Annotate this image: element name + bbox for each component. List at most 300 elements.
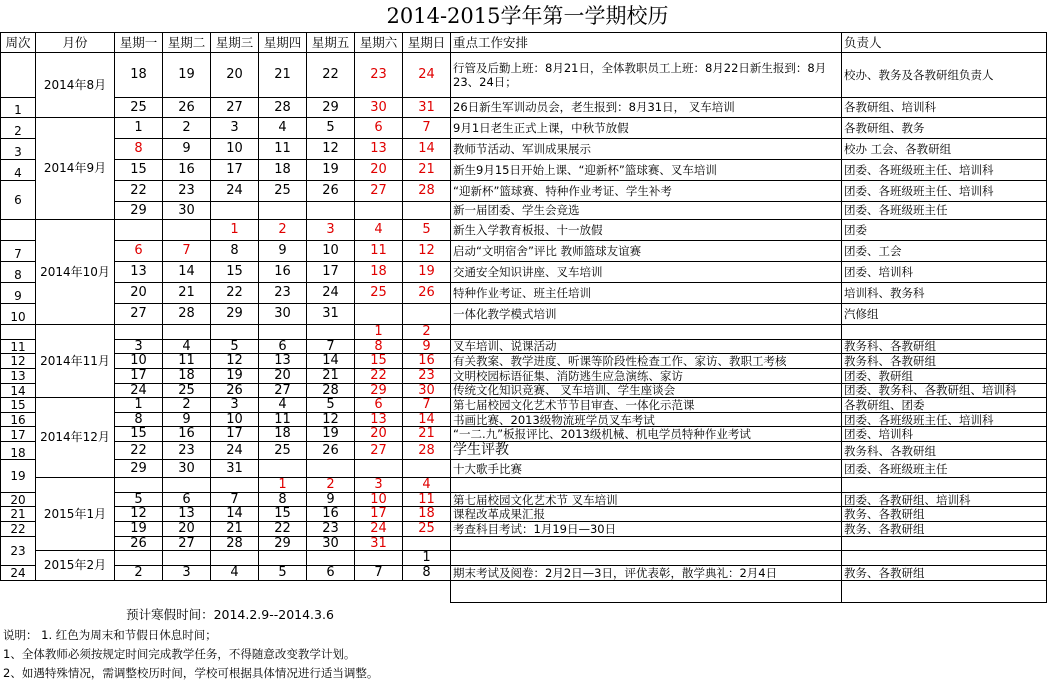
day-cell: 18 — [355, 262, 403, 283]
month-label: 2014年12月 — [36, 398, 115, 478]
day-cell: 5 — [115, 492, 163, 507]
day-cell: 26 — [163, 98, 211, 118]
day-cell: 22 — [211, 283, 259, 304]
week-number: 4 — [1, 160, 36, 181]
header-cell: 星期日 — [403, 33, 451, 53]
day-cell — [163, 325, 211, 340]
day-cell: 21 — [307, 368, 355, 383]
day-cell: 23 — [163, 181, 211, 202]
day-cell — [403, 304, 451, 325]
day-cell — [115, 220, 163, 241]
day-cell: 1 — [259, 478, 307, 493]
day-cell: 21 — [163, 283, 211, 304]
day-cell — [115, 478, 163, 493]
week-number: 18 — [1, 442, 36, 460]
responsible-cell: 团委、各班级班主任、培训科 — [842, 412, 1047, 427]
note-line: 2、如遇特殊情况，需调整校历时间，学校可根据具体情况进行适当调整。 — [3, 666, 379, 680]
day-cell: 29 — [259, 536, 307, 551]
day-cell: 5 — [259, 565, 307, 580]
task-cell: 叉车培训、说课活动 — [451, 339, 842, 354]
calendar-row — [1, 460, 1047, 478]
responsible-cell: 团委、工会 — [842, 241, 1047, 262]
vacation-note: 预计寒假时间：2014.2.9--2014.3.6 — [126, 607, 334, 622]
day-cell: 23 — [355, 53, 403, 98]
day-cell: 7 — [403, 118, 451, 139]
calendar-row — [1, 118, 1047, 139]
day-cell: 18 — [259, 427, 307, 442]
day-cell: 21 — [403, 427, 451, 442]
task-cell: 行管及后勤上班：8月21日，全体教职员工上班：8月22日新生报到：8月23、24日； — [451, 53, 842, 98]
day-cell: 6 — [163, 492, 211, 507]
day-cell: 24 — [211, 442, 259, 460]
day-cell: 20 — [259, 368, 307, 383]
header-cell: 重点工作安排 — [451, 33, 842, 53]
day-cell: 8 — [355, 339, 403, 354]
week-number: 23 — [1, 536, 36, 565]
week-number: 24 — [1, 565, 36, 580]
day-cell: 27 — [355, 181, 403, 202]
day-cell: 12 — [211, 354, 259, 369]
day-cell: 20 — [115, 283, 163, 304]
day-cell: 19 — [307, 427, 355, 442]
task-cell: 新一届团委、学生会竞选 — [451, 202, 842, 220]
day-cell: 10 — [211, 139, 259, 160]
day-cell: 10 — [211, 412, 259, 427]
task-cell: 书画比赛、2013级物流班学员叉车考试 — [451, 412, 842, 427]
day-cell: 5 — [211, 339, 259, 354]
calendar-row — [1, 507, 1047, 522]
task-cell: 特种作业考证、班主任培训 — [451, 283, 842, 304]
day-cell: 5 — [403, 220, 451, 241]
day-cell: 31 — [403, 98, 451, 118]
day-cell: 18 — [163, 368, 211, 383]
day-cell: 23 — [259, 283, 307, 304]
calendar-row — [1, 139, 1047, 160]
day-cell — [211, 478, 259, 493]
task-cell: 考查科目考试：1月19日—30日 — [451, 522, 842, 537]
day-cell: 3 — [355, 478, 403, 493]
day-cell: 24 — [355, 522, 403, 537]
day-cell: 6 — [355, 398, 403, 413]
week-number — [1, 220, 36, 241]
day-cell: 26 — [403, 283, 451, 304]
responsible-cell — [842, 325, 1047, 340]
day-cell: 3 — [307, 220, 355, 241]
day-cell: 10 — [355, 492, 403, 507]
day-cell: 1 — [355, 325, 403, 340]
day-cell — [355, 202, 403, 220]
day-cell — [259, 202, 307, 220]
calendar-row — [1, 354, 1047, 369]
week-number: 17 — [1, 427, 36, 442]
week-number: 2 — [1, 118, 36, 139]
day-cell — [355, 460, 403, 478]
day-cell: 25 — [115, 98, 163, 118]
day-cell: 16 — [259, 262, 307, 283]
blank-cell — [842, 580, 1047, 602]
task-cell: 26日新生军训动员会，老生报到：8月31日， 叉车培训 — [451, 98, 842, 118]
day-cell: 28 — [403, 442, 451, 460]
task-cell: 教师节活动、军训成果展示 — [451, 139, 842, 160]
day-cell: 9 — [307, 492, 355, 507]
day-cell: 4 — [259, 398, 307, 413]
day-cell: 28 — [259, 98, 307, 118]
day-cell: 4 — [259, 118, 307, 139]
week-number — [1, 53, 36, 98]
day-cell: 7 — [163, 241, 211, 262]
week-number: 22 — [1, 522, 36, 537]
day-cell: 22 — [307, 53, 355, 98]
week-number: 1 — [1, 98, 36, 118]
calendar-row — [1, 325, 1047, 340]
day-cell: 27 — [163, 536, 211, 551]
day-cell — [115, 325, 163, 340]
day-cell: 8 — [403, 565, 451, 580]
responsible-cell: 团委、教务科、各教研组、培训科 — [842, 383, 1047, 398]
day-cell: 17 — [211, 427, 259, 442]
day-cell: 18 — [259, 160, 307, 181]
day-cell: 14 — [211, 507, 259, 522]
calendar-row — [1, 492, 1047, 507]
day-cell: 10 — [115, 354, 163, 369]
note-line: 1、全体教师必须按规定时间完成教学任务，不得随意改变教学计划。 — [3, 647, 356, 661]
day-cell: 25 — [259, 442, 307, 460]
day-cell: 30 — [163, 202, 211, 220]
day-cell: 16 — [307, 507, 355, 522]
day-cell: 5 — [307, 398, 355, 413]
day-cell: 2 — [403, 325, 451, 340]
day-cell: 17 — [211, 160, 259, 181]
day-cell: 15 — [115, 427, 163, 442]
responsible-cell: 教务、各教研组 — [842, 565, 1047, 580]
month-label: 2014年8月 — [36, 53, 115, 118]
task-cell: 第七届校园文化艺术节 叉车培训 — [451, 492, 842, 507]
day-cell: 29 — [355, 383, 403, 398]
week-number: 11 — [1, 339, 36, 354]
day-cell: 7 — [403, 398, 451, 413]
day-cell: 29 — [115, 202, 163, 220]
day-cell: 26 — [211, 383, 259, 398]
header-cell: 月份 — [36, 33, 115, 53]
responsible-cell: 团委 — [842, 220, 1047, 241]
responsible-cell: 团委、各班级班主任 — [842, 460, 1047, 478]
task-cell: 启动“文明宿舍”评比 教师篮球友谊赛 — [451, 241, 842, 262]
day-cell: 18 — [403, 507, 451, 522]
day-cell: 7 — [355, 565, 403, 580]
day-cell: 2 — [115, 565, 163, 580]
day-cell: 22 — [115, 442, 163, 460]
day-cell: 3 — [211, 118, 259, 139]
week-number: 16 — [1, 412, 36, 427]
day-cell: 3 — [211, 398, 259, 413]
day-cell: 7 — [307, 339, 355, 354]
day-cell: 2 — [163, 118, 211, 139]
note-line: 说明： 1. 红色为周末和节假日休息时间； — [3, 628, 217, 642]
day-cell — [211, 202, 259, 220]
responsible-cell: 团委、各班级班主任 — [842, 202, 1047, 220]
responsible-cell — [842, 536, 1047, 551]
task-cell — [451, 551, 842, 566]
day-cell: 1 — [115, 118, 163, 139]
day-cell: 18 — [115, 53, 163, 98]
header-cell: 星期四 — [259, 33, 307, 53]
day-cell: 27 — [115, 304, 163, 325]
week-number: 9 — [1, 283, 36, 304]
day-cell: 16 — [403, 354, 451, 369]
day-cell: 23 — [163, 442, 211, 460]
day-cell — [163, 478, 211, 493]
task-cell: “迎新杯”篮球赛、特种作业考证、学生补考 — [451, 181, 842, 202]
day-cell — [403, 202, 451, 220]
calendar-row — [1, 536, 1047, 551]
day-cell: 15 — [355, 354, 403, 369]
day-cell: 9 — [163, 412, 211, 427]
responsible-cell: 教务科、各教研组 — [842, 442, 1047, 460]
day-cell: 14 — [403, 412, 451, 427]
day-cell: 19 — [403, 262, 451, 283]
day-cell — [259, 460, 307, 478]
day-cell: 17 — [355, 507, 403, 522]
day-cell: 27 — [259, 383, 307, 398]
month-label: 2014年10月 — [36, 220, 115, 325]
responsible-cell: 汽修组 — [842, 304, 1047, 325]
day-cell: 13 — [355, 139, 403, 160]
week-number: 7 — [1, 241, 36, 262]
day-cell: 19 — [163, 53, 211, 98]
day-cell — [355, 304, 403, 325]
responsible-cell: 团委、各班级班主任、培训科 — [842, 160, 1047, 181]
day-cell: 21 — [259, 53, 307, 98]
week-number — [1, 325, 36, 340]
day-cell: 6 — [259, 339, 307, 354]
day-cell — [211, 325, 259, 340]
day-cell: 30 — [163, 460, 211, 478]
day-cell — [307, 551, 355, 566]
day-cell: 24 — [403, 53, 451, 98]
task-cell: 一体化教学模式培训 — [451, 304, 842, 325]
calendar-row — [1, 160, 1047, 181]
day-cell: 22 — [115, 181, 163, 202]
calendar-row — [1, 398, 1047, 413]
day-cell: 12 — [115, 507, 163, 522]
day-cell: 19 — [307, 160, 355, 181]
calendar-row — [1, 368, 1047, 383]
responsible-cell: 各教研组、团委 — [842, 398, 1047, 413]
day-cell: 27 — [355, 442, 403, 460]
task-cell: 新生9月15日开始上课、“迎新杯”篮球赛、叉车培训 — [451, 160, 842, 181]
calendar-row — [1, 262, 1047, 283]
day-cell: 10 — [307, 241, 355, 262]
day-cell: 1 — [403, 551, 451, 566]
responsible-cell: 校办、教务及各教研组负责人 — [842, 53, 1047, 98]
day-cell: 25 — [355, 283, 403, 304]
day-cell: 25 — [403, 522, 451, 537]
day-cell — [259, 551, 307, 566]
calendar-row — [1, 202, 1047, 220]
day-cell: 26 — [115, 536, 163, 551]
school-calendar-table — [0, 32, 1047, 603]
day-cell: 31 — [211, 460, 259, 478]
day-cell: 13 — [355, 412, 403, 427]
day-cell: 3 — [115, 339, 163, 354]
day-cell: 17 — [115, 368, 163, 383]
day-cell: 28 — [211, 536, 259, 551]
day-cell: 22 — [355, 368, 403, 383]
task-cell: 传统文化知识竞赛、 叉车培训、学生座谈会 — [451, 383, 842, 398]
day-cell — [307, 325, 355, 340]
day-cell: 2 — [163, 398, 211, 413]
responsible-cell: 团委、培训科 — [842, 427, 1047, 442]
day-cell: 4 — [403, 478, 451, 493]
day-cell: 20 — [211, 53, 259, 98]
day-cell: 19 — [115, 522, 163, 537]
day-cell: 16 — [163, 160, 211, 181]
header-cell: 星期六 — [355, 33, 403, 53]
responsible-cell: 各教研组、培训科 — [842, 98, 1047, 118]
header-cell: 星期三 — [211, 33, 259, 53]
day-cell: 14 — [403, 139, 451, 160]
day-cell: 13 — [259, 354, 307, 369]
day-cell — [307, 460, 355, 478]
calendar-row — [1, 522, 1047, 537]
task-cell: 有关教案、教学进度、听课等阶段性检查工作、家访、教职工考核 — [451, 354, 842, 369]
day-cell — [163, 551, 211, 566]
day-cell: 28 — [307, 383, 355, 398]
calendar-row — [1, 478, 1047, 493]
day-cell: 28 — [163, 304, 211, 325]
task-cell: 期末考试及阅卷：2月2日—3日，评优表彰，散学典礼：2月4日 — [451, 565, 842, 580]
header-cell: 周次 — [1, 33, 36, 53]
responsible-cell: 教务、各教研组 — [842, 522, 1047, 537]
day-cell: 19 — [211, 368, 259, 383]
day-cell: 6 — [355, 118, 403, 139]
responsible-cell — [842, 551, 1047, 566]
day-cell: 15 — [259, 507, 307, 522]
day-cell: 12 — [307, 412, 355, 427]
day-cell: 9 — [163, 139, 211, 160]
day-cell: 12 — [307, 139, 355, 160]
day-cell: 11 — [259, 139, 307, 160]
day-cell — [307, 202, 355, 220]
week-number: 6 — [1, 181, 36, 220]
day-cell: 1 — [211, 220, 259, 241]
day-cell — [259, 325, 307, 340]
week-number: 13 — [1, 368, 36, 383]
day-cell: 29 — [115, 460, 163, 478]
responsible-cell — [842, 478, 1047, 493]
day-cell: 1 — [115, 398, 163, 413]
calendar-row — [1, 53, 1047, 98]
week-number: 20 — [1, 492, 36, 507]
day-cell: 9 — [403, 339, 451, 354]
page-title: 2014-2015学年第一学期校历 — [386, 4, 669, 28]
day-cell: 30 — [355, 98, 403, 118]
day-cell: 4 — [355, 220, 403, 241]
task-cell: 十大歌手比赛 — [451, 460, 842, 478]
day-cell: 2 — [307, 478, 355, 493]
week-number: 21 — [1, 507, 36, 522]
day-cell: 11 — [403, 492, 451, 507]
day-cell: 8 — [259, 492, 307, 507]
day-cell: 28 — [403, 181, 451, 202]
day-cell: 14 — [307, 354, 355, 369]
day-cell: 15 — [211, 262, 259, 283]
day-cell: 13 — [163, 507, 211, 522]
day-cell — [355, 551, 403, 566]
day-cell: 16 — [163, 427, 211, 442]
week-number: 15 — [1, 398, 36, 413]
calendar-row — [1, 551, 1047, 566]
calendar-row — [1, 412, 1047, 427]
day-cell: 26 — [307, 442, 355, 460]
blank-cell — [451, 580, 842, 602]
header-cell: 星期五 — [307, 33, 355, 53]
day-cell: 8 — [115, 412, 163, 427]
day-cell: 31 — [307, 304, 355, 325]
calendar-row — [1, 565, 1047, 580]
day-cell: 29 — [307, 98, 355, 118]
responsible-cell: 团委、各班级班主任、培训科 — [842, 181, 1047, 202]
week-number: 12 — [1, 354, 36, 369]
day-cell: 13 — [115, 262, 163, 283]
day-cell: 11 — [355, 241, 403, 262]
calendar-row — [1, 283, 1047, 304]
task-cell: 第七届校园文化艺术节节目审查、一体化示范课 — [451, 398, 842, 413]
responsible-cell: 各教研组、教务 — [842, 118, 1047, 139]
day-cell: 5 — [307, 118, 355, 139]
responsible-cell: 校办 工会、各教研组 — [842, 139, 1047, 160]
vacation-row-spacer — [1, 580, 451, 602]
week-number: 19 — [1, 460, 36, 493]
month-label: 2014年11月 — [36, 325, 115, 398]
task-cell — [451, 536, 842, 551]
task-cell: 学生评教 — [451, 442, 842, 460]
calendar-row — [1, 241, 1047, 262]
calendar-row — [1, 304, 1047, 325]
responsible-cell: 教务科、各教研组 — [842, 354, 1047, 369]
day-cell: 24 — [115, 383, 163, 398]
responsible-cell: 培训科、教务科 — [842, 283, 1047, 304]
day-cell: 25 — [259, 181, 307, 202]
header-cell: 星期二 — [163, 33, 211, 53]
day-cell: 30 — [259, 304, 307, 325]
day-cell — [403, 536, 451, 551]
header-cell: 星期一 — [115, 33, 163, 53]
day-cell — [403, 460, 451, 478]
day-cell: 12 — [403, 241, 451, 262]
day-cell: 25 — [163, 383, 211, 398]
day-cell: 24 — [211, 181, 259, 202]
day-cell: 30 — [307, 536, 355, 551]
week-number: 10 — [1, 304, 36, 325]
day-cell — [211, 551, 259, 566]
calendar-row — [1, 442, 1047, 460]
day-cell: 4 — [163, 339, 211, 354]
calendar-row — [1, 181, 1047, 202]
calendar-row — [1, 220, 1047, 241]
day-cell: 11 — [259, 412, 307, 427]
calendar-row — [1, 339, 1047, 354]
day-cell: 8 — [115, 139, 163, 160]
day-cell: 3 — [163, 565, 211, 580]
day-cell: 20 — [355, 160, 403, 181]
day-cell: 20 — [163, 522, 211, 537]
day-cell: 23 — [307, 522, 355, 537]
day-cell: 21 — [211, 522, 259, 537]
day-cell: 14 — [163, 262, 211, 283]
task-cell — [451, 325, 842, 340]
day-cell: 23 — [403, 368, 451, 383]
